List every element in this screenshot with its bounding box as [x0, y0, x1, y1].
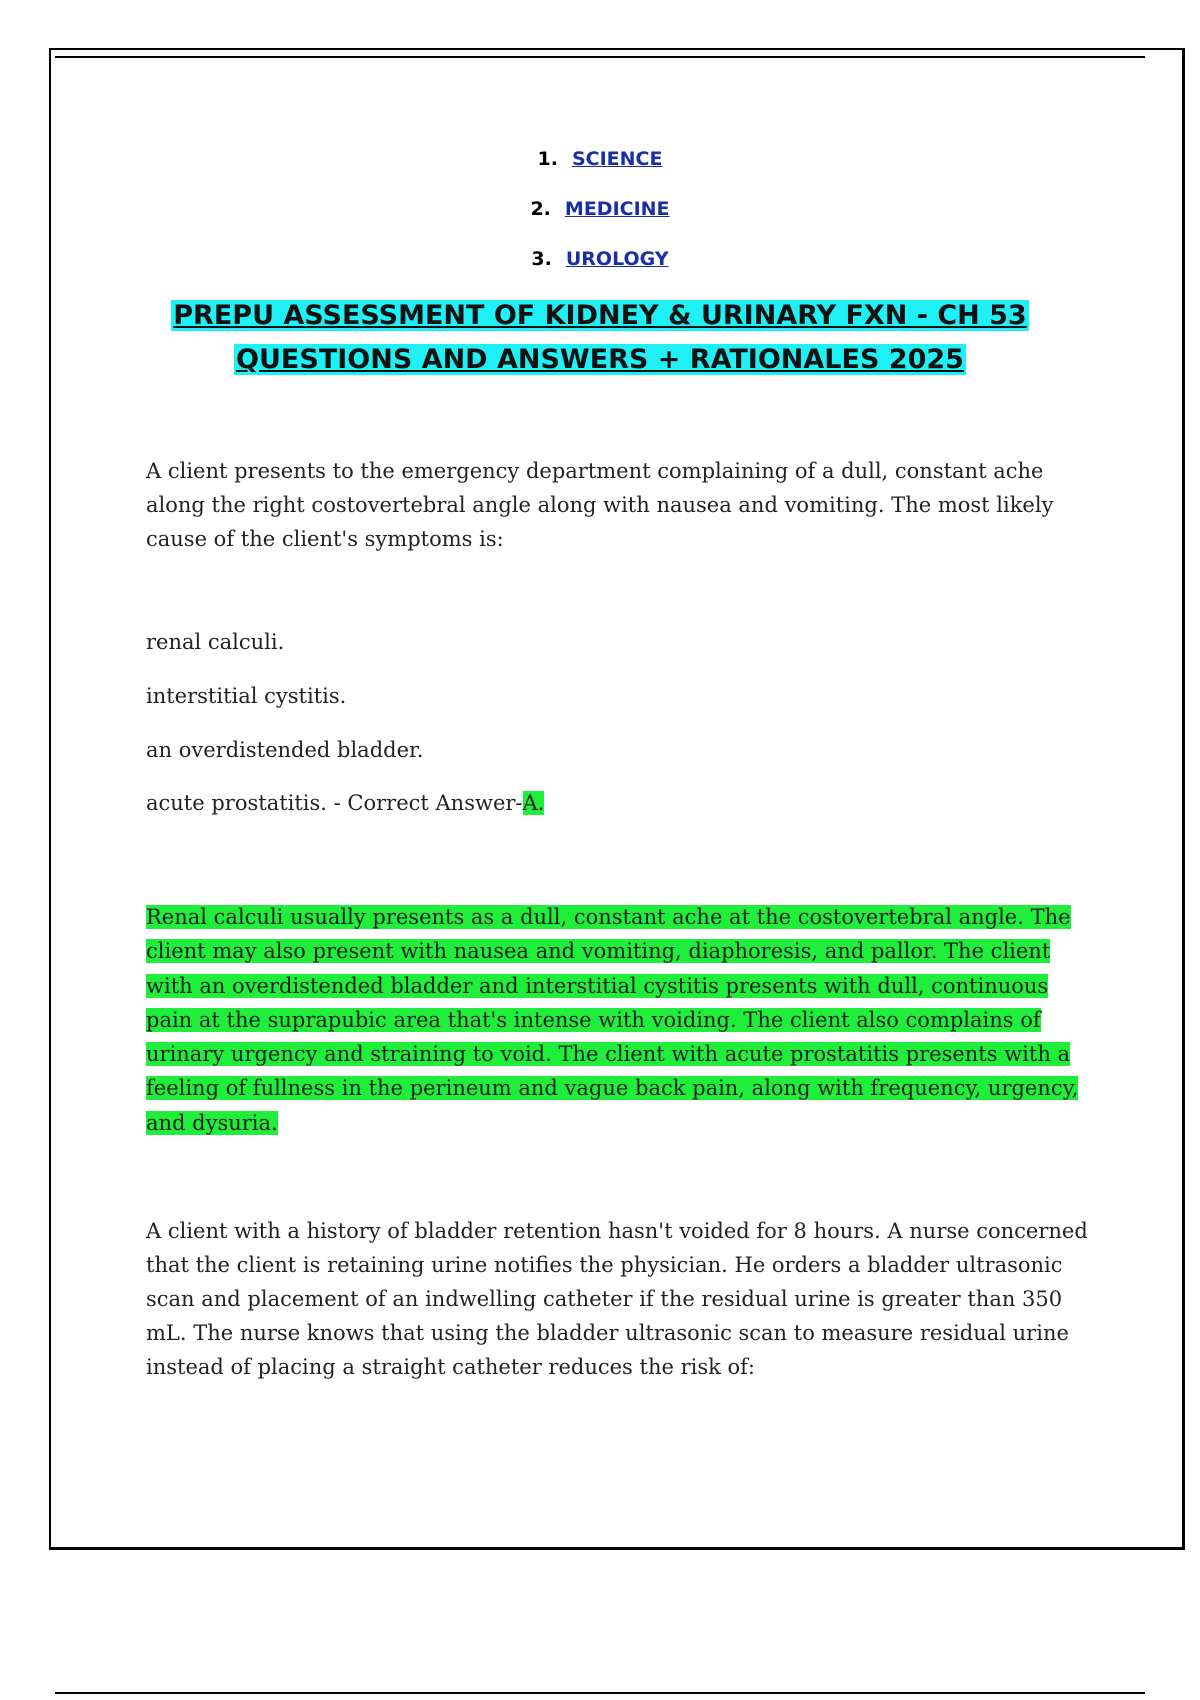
breadcrumb-number: 1.: [537, 148, 558, 170]
breadcrumb-number: 3.: [531, 248, 552, 270]
breadcrumb-item-urology: [0, 242, 1200, 292]
title-line-2: QUESTIONS AND ANSWERS + RATIONALES 2025: [236, 344, 964, 375]
rationale-text: Renal calculi usually presents as a dull, constant ache at the costovertebral angle. The client may also present with nausea and vomiting, diaphoresis, and pallor. The client with an overdistended bladder and interstitial cystitis presents with dull, continuous pain at the suprapubic area that's intense with voiding. The client also complains of urinary urgency and straining to void. The client with acute prostatitis presents with a feeling of fullness in the perineum and vague back pain, along with frequency, urgency, and dysuria.: [146, 905, 1079, 1135]
breadcrumb-link-medicine[interactable]: MEDICINE: [564, 198, 670, 220]
question-1-option-d: [146, 791, 544, 815]
question-1-text: A client presents to the emergency department complaining of a dull, constant ache along the right costovertebral angle along with nausea and vomiting. The most likely cause of the client's symptoms is:: [146, 459, 1054, 551]
breadcrumb-link-science[interactable]: SCIENCE: [571, 148, 663, 170]
breadcrumb-link-urology[interactable]: UROLOGY: [565, 248, 669, 270]
page-title: [0, 294, 1200, 382]
breadcrumb-number: 2.: [530, 198, 551, 220]
title-line-1: PREPU ASSESSMENT OF KIDNEY & URINARY FXN - CH 53: [173, 300, 1027, 331]
option-d-text: acute prostatitis. - Correct Answer-: [146, 791, 523, 815]
top-rule: [55, 56, 1145, 58]
correct-answer-badge: A.: [522, 791, 545, 815]
breadcrumb-item-medicine: [0, 192, 1200, 242]
question-2-text: A client with a history of bladder retention hasn't voided for 8 hours. A nurse concerned that the client is retaining urine notifies the physician. He orders a bladder ultrasonic scan and placement of an indwelling catheter if the residual urine is greater than 350 mL. The nurse knows that using the bladder ultrasonic scan to measure residual urine instead of placing a straight catheter reduces the risk of:: [146, 1219, 1088, 1379]
breadcrumb-item-science: [0, 142, 1200, 192]
question-1-option-b: interstitial cystitis.: [146, 684, 347, 708]
question-1-option-c: an overdistended bladder.: [146, 738, 424, 762]
bottom-rule: [55, 1692, 1145, 1694]
breadcrumb: [0, 142, 1200, 292]
question-1-rationale: [146, 900, 1096, 1140]
question-1-option-a: renal calculi.: [146, 630, 285, 654]
